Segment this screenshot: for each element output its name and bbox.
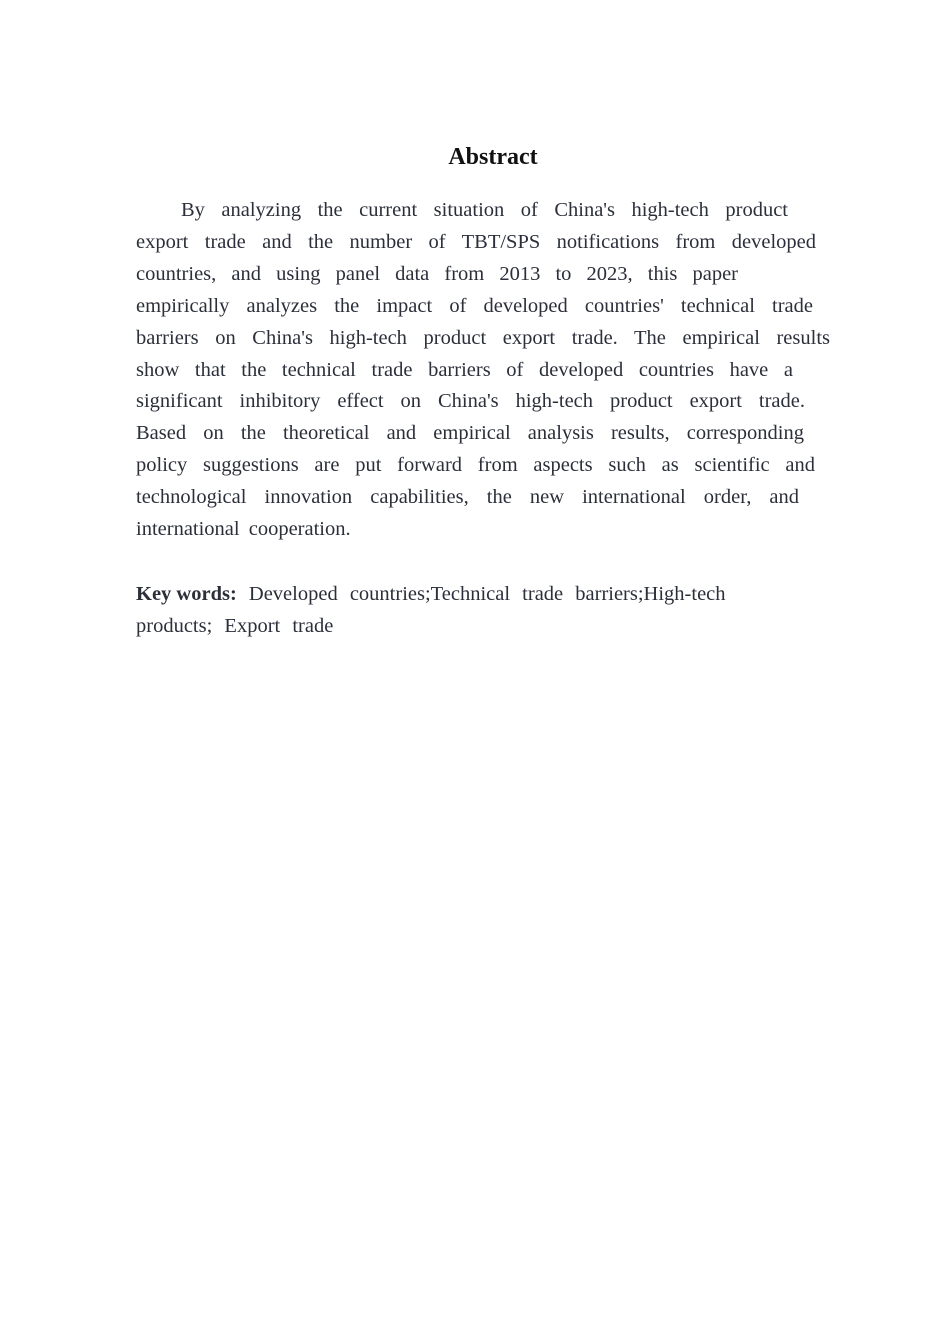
abstract-line: international cooperation. (136, 518, 351, 541)
keywords-line-1 (136, 578, 830, 610)
abstract-line: By analyzing the current situation of China's high-tech product (181, 199, 788, 221)
abstract-line: export trade and the number of TBT/SPS notifications from developed (136, 230, 816, 253)
keywords-section (136, 578, 830, 642)
abstract-line: show that the technical trade barriers of developed countries have a (136, 358, 793, 381)
abstract-body (136, 195, 830, 546)
abstract-line: technological innovation capabilities, the new international order, and (136, 486, 799, 509)
keywords-text-2: products; Export trade (136, 615, 334, 637)
keywords-label: Key words: (136, 583, 237, 605)
abstract-title: Abstract (448, 144, 538, 170)
abstract-line: empirically analyzes the impact of developed countries' technical trade (136, 294, 813, 317)
abstract-line: Based on the theoretical and empirical analysis results, corresponding (136, 422, 804, 445)
abstract-line: significant inhibitory effect on China's high-tech product export trade. (136, 390, 805, 413)
abstract-line: countries, and using panel data from 2013 to 2023, this paper (136, 262, 738, 285)
keywords-text-1: Developed countries;Technical trade barriers;High-tech (248, 583, 726, 605)
abstract-line: policy suggestions are put forward from aspects such as scientific and (136, 454, 815, 477)
abstract-line: barriers on China's high-tech product export trade. The empirical results (136, 326, 830, 349)
